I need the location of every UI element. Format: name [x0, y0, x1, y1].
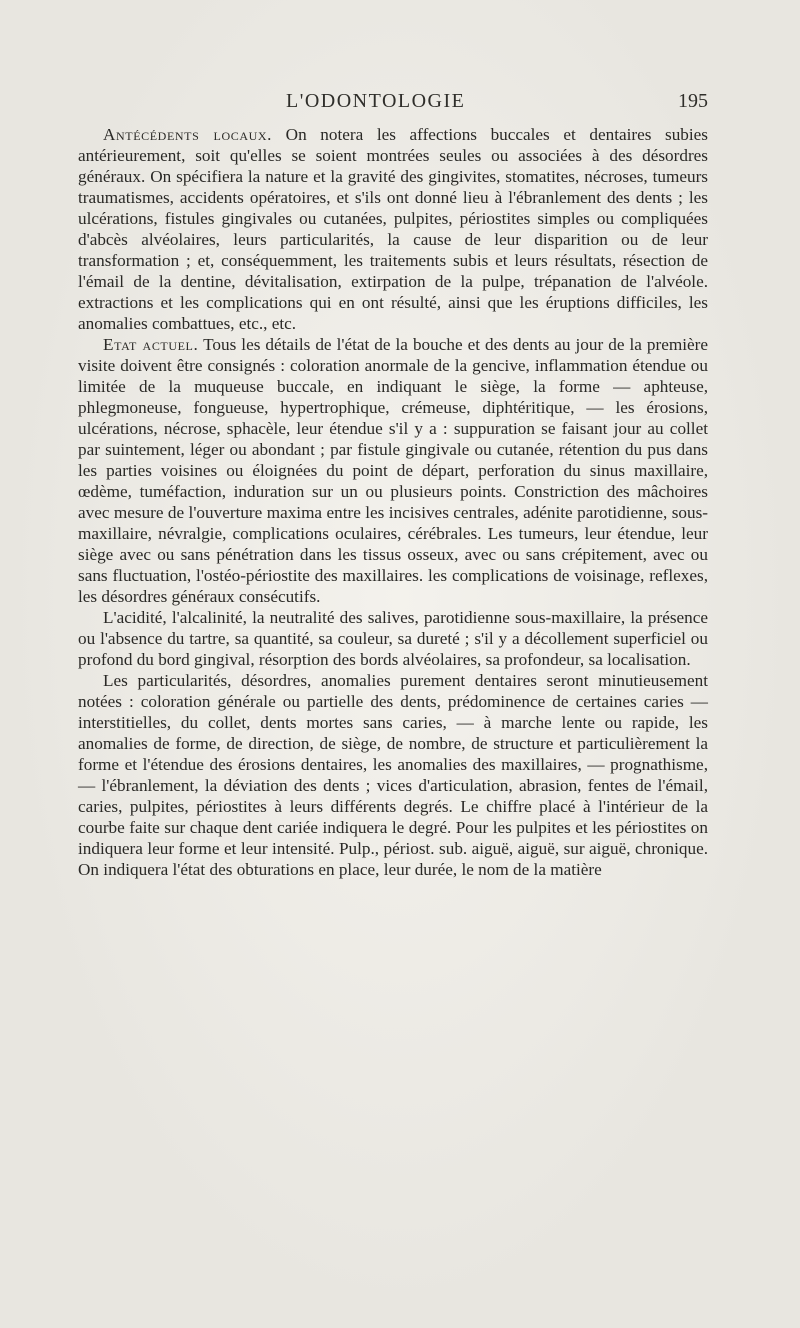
paragraph-particularites — [78, 670, 708, 880]
body-text — [78, 124, 708, 880]
paragraph-text: L'acidité, l'alcalinité, la neutralité des salives, parotidienne sous-maxillaire, la présence ou l'absence du tartre, sa quantité, sa couleur, sa dureté ; s'il y a décollement superficiel ou profond du bord gingival, résorption des bords alvéolaires, sa profondeur, sa localisation. — [78, 608, 708, 669]
paragraph-etat-actuel — [78, 334, 708, 607]
paragraph-antecedents — [78, 124, 708, 334]
page-number: 195 — [678, 90, 708, 112]
running-head: L'ODONTOLOGIE — [286, 90, 466, 112]
paragraph-text: Les particularités, désordres, anomalies purement dentaires seront minutieusement notées : coloration générale ou partielle des dents, prédominence de certaines caries — interstitielles, du collet, dents mortes sans caries, — à marche lente ou rapide, les anomalies de forme, de direction, de siège, de nombre, de structure et particulièrement la forme et l'étendue des érosions dentaires, les anomalies des maxillaires, — prognathisme, — l'ébranlement, la déviation des dents ; vices d'articulation, abrasion, fentes de l'émail, caries, pulpites, périostites à leurs différents degrés. Le chiffre placé à l'intérieur de la courbe faite sur chaque dent cariée indiquera le degré. Pour les pulpites et les périostites on indiquera leur forme et leur intensité. Pulp., périost. sub. aiguë, aiguë, sur aiguë, chronique. On indiquera l'état des obturations en place, leur durée, le nom de la matière — [78, 671, 708, 879]
paragraph-salives — [78, 607, 708, 670]
page-header — [78, 90, 708, 114]
section-lead-antecedents: Antécédents locaux. — [103, 125, 273, 144]
paragraph-text: On notera les affections buccales et dentaires subies antérieurement, soit qu'elles se soient montrées seules ou associées à des désordres généraux. On spécifiera la nature et la gravité des gingivites, stomatites, nécroses, tumeurs traumatismes, accidents opératoires, et s'ils ont donné lieu à l'ébranlement des dents ; les ulcérations, fistules gingivales ou cutanées, pulpites, périostites simples ou compliquées d'abcès alvéolaires, leurs particularités, la cause de leur disparition ou de leur transformation ; et, conséquemment, les traitements subis et leurs résultats, résection de l'émail de la dentine, dévitalisation, extirpation de la pulpe, trépanation de l'alvéole. extractions et les complications qui en ont résulté, ainsi que les éruptions difficiles, les anomalies combattues, etc., etc. — [78, 125, 708, 333]
paragraph-text: Tous les détails de l'état de la bouche et des dents au jour de la première visite doivent être consignés : coloration anormale de la gencive, inflammation étendue ou limitée de la muqueuse buccale, en indiquant le siège, la forme — aphteuse, phlegmoneuse, fongueuse, hypertrophique, crémeuse, diphtéritique, — les érosions, ulcérations, nécrose, sphacèle, leur étendue s'il y a : suppuration se faisant jour au collet par suintement, léger ou abondant ; par fistule gingivale ou cutanée, rétention du pus dans les parties voisines ou éloignées du point de départ, perforation du sinus maxillaire, œdème, tuméfaction, induration sur un ou plusieurs points. Constriction des mâchoires avec mesure de l'ouverture maxima entre les incisives centrales, adénite parotidienne, sous-maxillaire, névralgie, complications oculaires, cérébrales. Les tumeurs, leur étendue, leur siège avec ou sans pénétration dans les tissus osseux, avec ou sans crépitement, avec ou sans fluctuation, l'ostéo-périostite des maxillaires. les complications de voisinage, reflexes, les désordres généraux consécutifs. — [78, 335, 708, 606]
section-lead-etat-actuel: Etat actuel. — [103, 335, 199, 354]
